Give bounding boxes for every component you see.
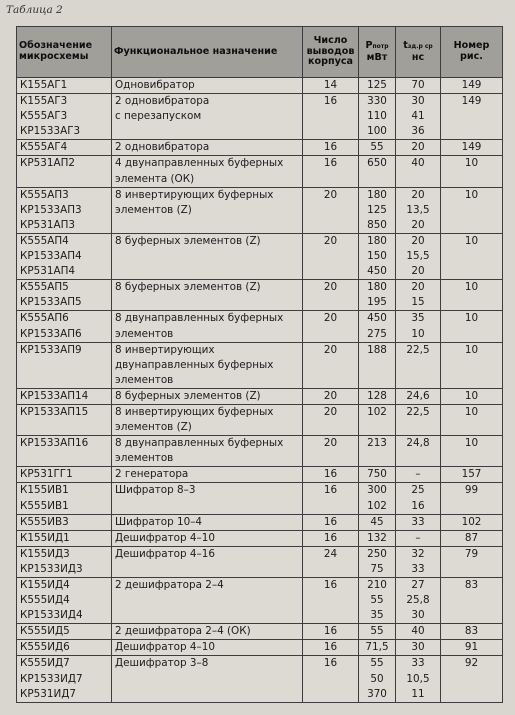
function-cell xyxy=(112,483,303,514)
table-row xyxy=(17,546,503,577)
header-delay-symbol: t xyxy=(403,39,408,51)
fig-cell: 149 xyxy=(441,140,503,156)
header-fig: Номер рис. xyxy=(441,27,503,78)
table-row xyxy=(17,233,503,279)
power-cell-line: 50 xyxy=(370,672,384,685)
table-row xyxy=(17,436,503,467)
chip-name-cell xyxy=(17,436,112,467)
pins-cell: 16 xyxy=(303,514,359,530)
chip-name-cell xyxy=(17,94,112,140)
function-cell-line: Дешифратор 4–16 xyxy=(115,547,215,560)
power-cell-line: 330 xyxy=(367,95,387,108)
function-cell xyxy=(112,656,303,702)
header-function: Функциональное назначение xyxy=(112,27,303,78)
table-row xyxy=(17,530,503,546)
power-cell-line: 55 xyxy=(370,657,384,670)
function-cell-line: 2 генератора xyxy=(115,468,189,481)
power-cell xyxy=(359,467,396,483)
delay-cell-line: 22,5 xyxy=(406,343,430,356)
power-cell-line: 125 xyxy=(367,203,387,216)
chip-name-cell-line: КР1533ИД3 xyxy=(20,562,83,575)
power-cell-line: 55 xyxy=(370,625,384,638)
delay-cell-line: 20 xyxy=(411,281,425,294)
delay-cell-line: 15,5 xyxy=(406,250,430,263)
pins-cell: 16 xyxy=(303,94,359,140)
chip-name-cell xyxy=(17,140,112,156)
chip-name-cell-line: К155ИВ1 xyxy=(20,484,69,497)
pins-cell: 24 xyxy=(303,546,359,577)
pins-cell: 14 xyxy=(303,78,359,94)
chip-name-cell-line: К155АГ3 xyxy=(20,95,68,108)
header-delay-unit: нс xyxy=(411,51,425,63)
function-cell-line: элементов xyxy=(115,373,174,386)
header-name: Обозначение микросхемы xyxy=(17,27,112,78)
table-row xyxy=(17,467,503,483)
table-row xyxy=(17,187,503,233)
delay-cell xyxy=(396,404,441,435)
power-cell-line: 125 xyxy=(367,79,387,91)
power-cell-line: 35 xyxy=(370,609,384,622)
function-cell xyxy=(112,342,303,388)
delay-cell-line: 30 xyxy=(411,641,425,654)
delay-cell xyxy=(396,156,441,187)
function-cell-line: с перезапуском xyxy=(115,110,202,123)
delay-cell-line: 32 xyxy=(411,547,425,560)
power-cell xyxy=(359,578,396,624)
pins-cell: 20 xyxy=(303,404,359,435)
delay-cell-line: 33 xyxy=(411,515,425,528)
power-cell-line: 250 xyxy=(367,547,387,560)
pins-cell: 20 xyxy=(303,388,359,404)
power-cell-line: 102 xyxy=(367,499,387,512)
power-cell-line: 132 xyxy=(367,531,387,544)
power-cell-line: 55 xyxy=(370,594,384,607)
delay-cell-line: 20 xyxy=(411,234,425,247)
function-cell xyxy=(112,624,303,640)
power-cell xyxy=(359,233,396,279)
chip-name-cell-line: К155ИД1 xyxy=(20,531,70,544)
pins-cell: 16 xyxy=(303,483,359,514)
delay-cell xyxy=(396,656,441,702)
table-row xyxy=(17,78,503,94)
chip-name-cell-line: К155ИД4 xyxy=(20,579,70,591)
delay-cell-line: 13,5 xyxy=(406,203,430,216)
chip-name-cell-line: КР531ИД7 xyxy=(20,687,76,700)
chip-name-cell-line: КР1533АП9 xyxy=(20,343,82,356)
fig-cell: 10 xyxy=(441,233,503,279)
delay-cell-line: 36 xyxy=(411,125,425,138)
power-cell xyxy=(359,483,396,514)
delay-cell xyxy=(396,342,441,388)
table-caption: Таблица 2 xyxy=(6,4,63,16)
table-row xyxy=(17,156,503,187)
delay-cell-line: 30 xyxy=(411,95,425,108)
fig-cell: 10 xyxy=(441,404,503,435)
delay-cell-line: 33 xyxy=(411,562,425,575)
chip-name-cell-line: К555АГ3 xyxy=(20,110,68,123)
power-cell xyxy=(359,156,396,187)
pins-cell: 16 xyxy=(303,467,359,483)
delay-cell-line: 15 xyxy=(411,296,425,309)
function-cell-line: элементов xyxy=(115,452,174,465)
chip-name-cell-line: КР531АП3 xyxy=(20,218,76,231)
function-cell-line: 2 одновибратора xyxy=(115,141,210,154)
function-cell xyxy=(112,514,303,530)
chip-name-cell-line: КР1533ИД4 xyxy=(20,609,83,622)
power-cell xyxy=(359,530,396,546)
function-cell-line: Шифратор 8–3 xyxy=(115,484,196,497)
chip-name-cell-line: К155ИД3 xyxy=(20,547,70,560)
header-delay xyxy=(396,27,441,78)
delay-cell-line: 16 xyxy=(411,499,425,512)
power-cell-line: 75 xyxy=(370,562,384,575)
delay-cell xyxy=(396,624,441,640)
function-cell xyxy=(112,280,303,311)
chip-name-cell xyxy=(17,467,112,483)
table-row xyxy=(17,640,503,656)
function-cell-line: 2 дешифратора 2–4 xyxy=(115,579,224,591)
power-cell xyxy=(359,94,396,140)
delay-cell-line: 70 xyxy=(411,79,425,91)
chip-name-cell xyxy=(17,78,112,94)
function-cell-line: 8 двунаправленных буферных xyxy=(115,437,284,450)
delay-cell-line: 27 xyxy=(411,579,425,591)
fig-cell: 83 xyxy=(441,624,503,640)
power-cell xyxy=(359,187,396,233)
function-cell xyxy=(112,94,303,140)
chip-name-cell xyxy=(17,311,112,342)
delay-cell xyxy=(396,640,441,656)
power-cell xyxy=(359,311,396,342)
power-cell xyxy=(359,514,396,530)
table-row xyxy=(17,342,503,388)
function-cell-line: двунаправленных буферных xyxy=(115,358,274,371)
fig-cell: 10 xyxy=(441,156,503,187)
chip-name-cell xyxy=(17,530,112,546)
delay-cell-line: 10,5 xyxy=(406,672,430,685)
power-cell-line: 128 xyxy=(367,389,387,402)
function-cell-line: элемента (ОК) xyxy=(115,172,195,185)
power-cell xyxy=(359,280,396,311)
power-cell xyxy=(359,624,396,640)
delay-cell xyxy=(396,233,441,279)
function-cell-line: 8 буферных элементов (Z) xyxy=(115,234,261,247)
chip-name-cell-line: К555АП3 xyxy=(20,188,69,201)
fig-cell: 10 xyxy=(441,311,503,342)
pins-cell: 16 xyxy=(303,640,359,656)
fig-cell: 91 xyxy=(441,640,503,656)
function-cell xyxy=(112,233,303,279)
power-cell-line: 100 xyxy=(367,125,387,138)
delay-cell xyxy=(396,436,441,467)
chip-name-cell xyxy=(17,233,112,279)
function-cell-line: 8 инвертирующих буферных xyxy=(115,188,274,201)
delay-cell-line: 24,8 xyxy=(406,437,430,450)
power-cell-line: 450 xyxy=(367,265,387,278)
table-row xyxy=(17,94,503,140)
delay-cell-line: 10 xyxy=(411,327,425,340)
table-row xyxy=(17,404,503,435)
delay-cell-line: 11 xyxy=(411,687,425,700)
chip-name-cell xyxy=(17,514,112,530)
table-row xyxy=(17,514,503,530)
fig-cell: 157 xyxy=(441,467,503,483)
delay-cell-line: 40 xyxy=(411,625,425,638)
chip-name-cell-line: КР1533АГ3 xyxy=(20,125,81,138)
chip-name-cell-line: К555ИД4 xyxy=(20,594,70,607)
chip-name-cell-line: КР531ГГ1 xyxy=(20,468,73,481)
chip-name-cell xyxy=(17,640,112,656)
chip-name-cell-line: КР1533АП15 xyxy=(20,405,89,418)
delay-cell xyxy=(396,530,441,546)
function-cell xyxy=(112,546,303,577)
header-power-symbol: Р xyxy=(365,39,373,51)
fig-cell: 87 xyxy=(441,530,503,546)
chip-name-cell xyxy=(17,404,112,435)
power-cell-line: 150 xyxy=(367,250,387,263)
pins-cell: 20 xyxy=(303,342,359,388)
function-cell xyxy=(112,187,303,233)
delay-cell-line: 20 xyxy=(411,218,425,231)
delay-cell xyxy=(396,514,441,530)
delay-cell-line: – xyxy=(415,468,421,481)
chip-name-cell-line: КР531АП4 xyxy=(20,265,76,278)
chip-name-cell-line: К555АП4 xyxy=(20,234,69,247)
function-cell-line: Одновибратор xyxy=(115,79,195,91)
pins-cell: 16 xyxy=(303,624,359,640)
chip-name-cell-line: К555ИД5 xyxy=(20,625,70,638)
delay-cell-line: 40 xyxy=(411,157,425,170)
delay-cell xyxy=(396,94,441,140)
power-cell-line: 180 xyxy=(367,188,387,201)
chip-name-cell xyxy=(17,578,112,624)
table-row xyxy=(17,280,503,311)
power-cell-line: 71,5 xyxy=(365,641,389,654)
delay-cell-line: 41 xyxy=(411,110,425,123)
function-cell-line: 8 буферных элементов (Z) xyxy=(115,281,261,294)
power-cell-line: 275 xyxy=(367,327,387,340)
function-cell xyxy=(112,436,303,467)
power-cell xyxy=(359,436,396,467)
function-cell xyxy=(112,578,303,624)
power-cell xyxy=(359,78,396,94)
pins-cell: 20 xyxy=(303,187,359,233)
pins-cell: 16 xyxy=(303,578,359,624)
fig-cell: 10 xyxy=(441,187,503,233)
function-cell xyxy=(112,404,303,435)
chip-name-cell-line: К555АГ4 xyxy=(20,141,68,154)
power-cell-line: 210 xyxy=(367,579,387,591)
table-row xyxy=(17,483,503,514)
function-cell-line: Дешифратор 4–10 xyxy=(115,531,215,544)
table-row xyxy=(17,140,503,156)
power-cell-line: 102 xyxy=(367,405,387,418)
chip-name-cell-line: К555ИВ3 xyxy=(20,515,69,528)
pins-cell: 20 xyxy=(303,436,359,467)
power-cell-line: 180 xyxy=(367,281,387,294)
chip-name-cell-line: К555ИВ1 xyxy=(20,499,69,512)
function-cell-line: 8 двунаправленных буферных xyxy=(115,312,284,325)
pins-cell: 16 xyxy=(303,156,359,187)
function-cell-line: Шифратор 10–4 xyxy=(115,515,203,528)
power-cell xyxy=(359,342,396,388)
delay-cell-line: 20 xyxy=(411,265,425,278)
power-cell xyxy=(359,140,396,156)
delay-cell xyxy=(396,388,441,404)
function-cell xyxy=(112,78,303,94)
fig-cell: 149 xyxy=(441,94,503,140)
fig-cell: 10 xyxy=(441,280,503,311)
delay-cell xyxy=(396,280,441,311)
function-cell xyxy=(112,640,303,656)
function-cell xyxy=(112,388,303,404)
delay-cell-line: 30 xyxy=(411,609,425,622)
header-power xyxy=(359,27,396,78)
function-cell xyxy=(112,530,303,546)
chip-name-cell xyxy=(17,156,112,187)
function-cell-line: 2 дешифратора 2–4 (ОК) xyxy=(115,625,251,638)
table-row xyxy=(17,311,503,342)
delay-cell xyxy=(396,467,441,483)
fig-cell: 79 xyxy=(441,546,503,577)
chip-name-cell xyxy=(17,342,112,388)
pins-cell: 16 xyxy=(303,656,359,702)
chip-name-cell-line: К555ИД6 xyxy=(20,641,70,654)
fig-cell: 149 xyxy=(441,78,503,94)
chip-name-cell xyxy=(17,388,112,404)
fig-cell: 83 xyxy=(441,578,503,624)
chip-name-cell xyxy=(17,483,112,514)
header-row xyxy=(17,27,503,78)
function-cell-line: Дешифратор 4–10 xyxy=(115,641,215,654)
chip-name-cell-line: К555АП6 xyxy=(20,312,69,325)
chip-name-cell-line: КР1533АП5 xyxy=(20,296,82,309)
header-power-unit: мВт xyxy=(366,51,388,63)
delay-cell-line: 35 xyxy=(411,312,425,325)
table-row xyxy=(17,624,503,640)
power-cell-line: 450 xyxy=(367,312,387,325)
function-cell xyxy=(112,467,303,483)
delay-cell xyxy=(396,311,441,342)
chip-table xyxy=(16,26,503,703)
header-delay-subscript: зд.р ср xyxy=(407,42,433,50)
fig-cell: 10 xyxy=(441,436,503,467)
fig-cell: 10 xyxy=(441,342,503,388)
delay-cell-line: 25 xyxy=(411,484,425,497)
delay-cell xyxy=(396,187,441,233)
table-row xyxy=(17,578,503,624)
power-cell-line: 55 xyxy=(370,141,384,154)
table-row xyxy=(17,388,503,404)
power-cell-line: 45 xyxy=(370,515,384,528)
function-cell xyxy=(112,156,303,187)
power-cell-line: 650 xyxy=(367,157,387,170)
power-cell-line: 300 xyxy=(367,484,387,497)
chip-name-cell xyxy=(17,546,112,577)
chip-name-cell-line: КР1533АП6 xyxy=(20,327,82,340)
function-cell-line: 2 одновибратора xyxy=(115,95,210,108)
chip-name-cell-line: КР1533АП16 xyxy=(20,437,89,450)
chip-name-cell-line: КР1533АП3 xyxy=(20,203,82,216)
function-cell-line: элементов (Z) xyxy=(115,203,192,216)
pins-cell: 16 xyxy=(303,140,359,156)
pins-cell: 20 xyxy=(303,233,359,279)
function-cell-line: 8 буферных элементов (Z) xyxy=(115,389,261,402)
chip-name-cell-line: К555ИД7 xyxy=(20,657,70,670)
power-cell xyxy=(359,546,396,577)
chip-name-cell-line: КР1533АП4 xyxy=(20,250,82,263)
fig-cell: 99 xyxy=(441,483,503,514)
delay-cell xyxy=(396,140,441,156)
power-cell-line: 195 xyxy=(367,296,387,309)
pins-cell: 20 xyxy=(303,280,359,311)
power-cell xyxy=(359,404,396,435)
function-cell-line: 4 двунаправленных буферных xyxy=(115,157,284,170)
function-cell-line: 8 инвертирующих буферных xyxy=(115,405,274,418)
chip-name-cell xyxy=(17,280,112,311)
function-cell-line: элементов xyxy=(115,327,174,340)
chip-name-cell-line: КР531АП2 xyxy=(20,157,76,170)
power-cell-line: 110 xyxy=(367,110,387,123)
delay-cell xyxy=(396,483,441,514)
function-cell-line: 8 инвертирующих xyxy=(115,343,215,356)
delay-cell-line: 20 xyxy=(411,141,425,154)
power-cell xyxy=(359,640,396,656)
chip-name-cell-line: К555АП5 xyxy=(20,281,69,294)
delay-cell-line: 33 xyxy=(411,657,425,670)
delay-cell-line: 24,6 xyxy=(406,389,430,402)
function-cell xyxy=(112,140,303,156)
chip-name-cell-line: К155АГ1 xyxy=(20,79,68,91)
power-cell-line: 750 xyxy=(367,468,387,481)
header-power-subscript: потр xyxy=(372,42,389,50)
function-cell-line: Дешифратор 3–8 xyxy=(115,657,209,670)
delay-cell-line: 25,8 xyxy=(406,594,430,607)
fig-cell: 92 xyxy=(441,656,503,702)
power-cell-line: 180 xyxy=(367,234,387,247)
delay-cell xyxy=(396,546,441,577)
power-cell xyxy=(359,656,396,702)
table-row xyxy=(17,656,503,702)
power-cell-line: 850 xyxy=(367,218,387,231)
delay-cell xyxy=(396,78,441,94)
table-body xyxy=(17,78,503,703)
header-pins: Число выводов корпуса xyxy=(303,27,359,78)
chip-name-cell-line: КР1533ИД7 xyxy=(20,672,83,685)
pins-cell: 16 xyxy=(303,530,359,546)
delay-cell-line: 22,5 xyxy=(406,405,430,418)
fig-cell: 102 xyxy=(441,514,503,530)
pins-cell: 20 xyxy=(303,311,359,342)
chip-name-cell-line: КР1533АП14 xyxy=(20,389,89,402)
power-cell-line: 213 xyxy=(367,437,387,450)
chip-name-cell xyxy=(17,656,112,702)
chip-name-cell xyxy=(17,187,112,233)
delay-cell-line: – xyxy=(415,531,421,544)
chip-name-cell xyxy=(17,624,112,640)
power-cell-line: 370 xyxy=(367,687,387,700)
power-cell-line: 188 xyxy=(367,343,387,356)
function-cell-line: элементов (Z) xyxy=(115,421,192,434)
delay-cell xyxy=(396,578,441,624)
delay-cell-line: 20 xyxy=(411,188,425,201)
fig-cell: 10 xyxy=(441,388,503,404)
function-cell xyxy=(112,311,303,342)
power-cell xyxy=(359,388,396,404)
